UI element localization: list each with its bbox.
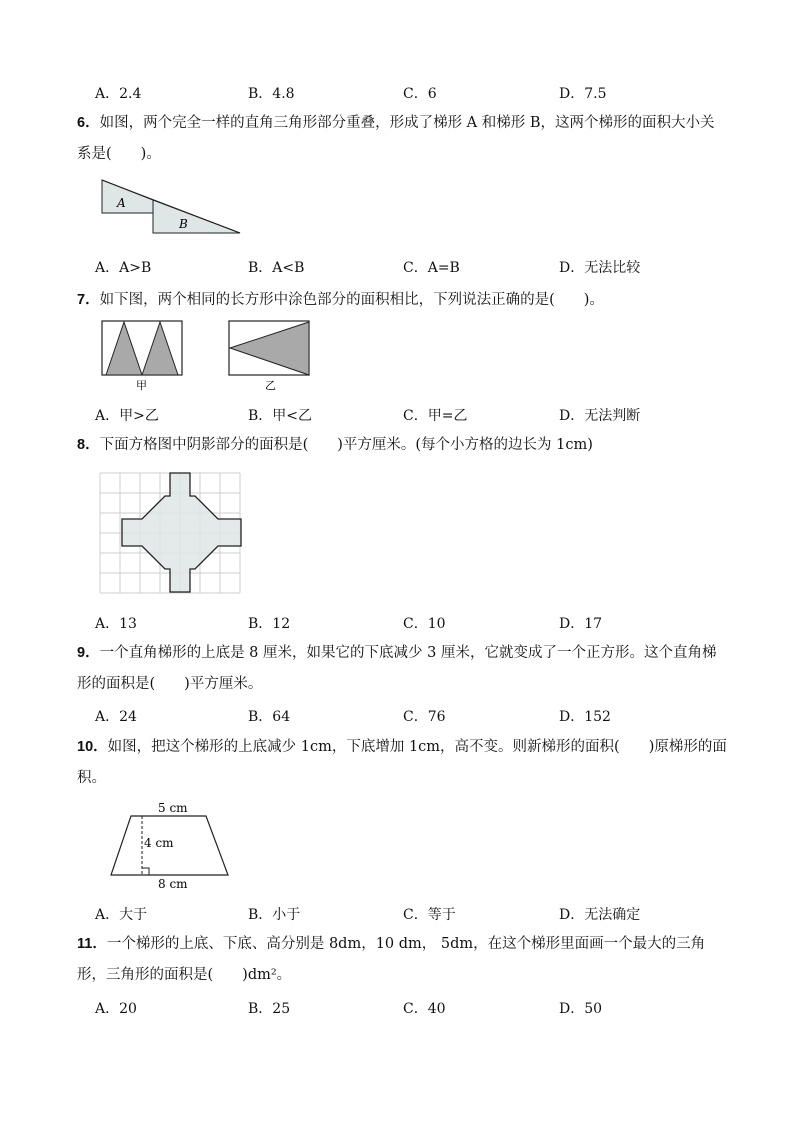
q10-option-b[interactable]: B．小于 [248,907,301,923]
q6-label-b: B [179,217,188,231]
q7-stem [77,285,727,316]
q7-option-d[interactable]: D．无法判断 [559,408,641,424]
q9-number: 9． [77,645,100,661]
q11-text: 一个梯形的上底、下底、高分别是 8dm，10 dm， 5dm，在这个梯形里面画一个最大的三角形，三角形的面积是( )dm²。 [77,936,706,983]
q10-option-a[interactable]: A．大于 [95,907,148,923]
q5-options [95,83,735,105]
q7-options [95,405,735,427]
q5-option-d[interactable]: D．7.5 [559,86,607,102]
q7-option-b[interactable]: B．甲<乙 [248,408,313,424]
q9-option-b[interactable]: B．64 [248,709,291,725]
q7-text: 如下图，两个相同的长方形中涂色部分的面积相比，下列说法正确的是( )。 [99,292,604,308]
q8-options [95,613,735,635]
q7-label-yi: 乙 [265,379,276,392]
q11-option-a[interactable]: A．20 [95,1001,137,1017]
q10-stem [77,732,727,794]
q6-option-c[interactable]: C．A=B [403,260,460,276]
q11-options [95,998,735,1020]
q9-text: 一个直角梯形的上底是 8 厘米，如果它的下底减少 3 厘米，它就变成了一个正方形。这个直角梯形的面积是( )平方厘米。 [77,645,717,692]
q7-option-a[interactable]: A．甲>乙 [95,408,159,424]
q9-option-a[interactable]: A．24 [95,709,137,725]
q6-number: 6． [77,115,100,131]
q5-option-a[interactable]: A．2.4 [95,86,142,102]
q10-option-d[interactable]: D．无法确定 [559,907,641,923]
q8-number: 8． [77,437,100,453]
q11-stem [77,929,727,991]
q10-top-label: 5 cm [158,801,188,815]
q7-option-c[interactable]: C．甲=乙 [403,408,468,424]
q6-option-b[interactable]: B．A<B [248,260,305,276]
q8-stem [77,430,727,461]
q6-figure-overlapping-triangles [95,176,250,238]
q8-option-d[interactable]: D．17 [559,616,603,632]
q10-height-label: 4 cm [144,836,174,850]
q10-figure-trapezoid [108,800,238,892]
q8-figure-grid [98,471,244,597]
q10-number: 10． [77,739,108,755]
q5-option-b[interactable]: B．4.8 [248,86,295,102]
q6-options [95,257,735,279]
q8-option-c[interactable]: C．10 [403,616,446,632]
q6-option-d[interactable]: D．无法比较 [559,260,641,276]
q8-text: 下面方格图中阴影部分的面积是( )平方厘米。(每个小方格的边长为 1cm) [99,437,593,453]
q10-bottom-label: 8 cm [158,877,188,891]
q9-stem [77,638,727,700]
q10-option-c[interactable]: C．等于 [403,907,456,923]
q9-option-c[interactable]: C．76 [403,709,446,725]
q7-label-jia: 甲 [136,379,147,392]
q10-text: 如图，把这个梯形的上底减少 1cm，下底增加 1cm，高不变。则新梯形的面积( )原梯形的面积。 [77,739,727,786]
q11-option-c[interactable]: C．40 [403,1001,446,1017]
q7-number: 7． [77,292,100,308]
q10-options [95,904,735,926]
q9-options [95,706,735,728]
q6-option-a[interactable]: A．A>B [95,260,152,276]
q6-stem [77,108,727,170]
q11-number: 11． [77,936,107,952]
q9-option-d[interactable]: D．152 [559,709,611,725]
q5-option-c[interactable]: C．6 [403,86,437,102]
q6-text: 如图，两个完全一样的直角三角形部分重叠，形成了梯形 A 和梯形 B，这两个梯形的面积大小关系是( )。 [77,115,715,162]
q8-option-b[interactable]: B．12 [248,616,291,632]
q8-option-a[interactable]: A．13 [95,616,137,632]
q7-figure-rectangles [100,319,315,392]
q11-option-d[interactable]: D．50 [559,1001,603,1017]
q6-label-a: A [117,196,126,210]
q11-option-b[interactable]: B．25 [248,1001,291,1017]
